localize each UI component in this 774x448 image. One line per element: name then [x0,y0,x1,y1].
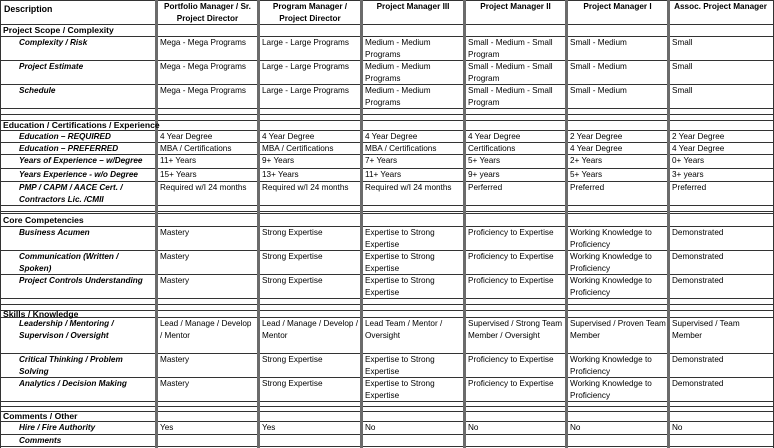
row-value: 0+ Years [672,156,705,165]
row-value: 9+ Years [262,156,295,165]
row-value [262,435,359,446]
header-role: Assoc. Project Manager [674,2,767,11]
row-value: 11+ Years [365,170,402,179]
row-label: Project Controls Understanding [19,276,143,285]
row-value: 5+ Years [570,170,603,179]
row-divider [0,205,774,206]
row-divider [0,304,774,305]
row-value: Large - Large Programs [262,62,349,71]
row-value [365,435,462,446]
row-value: 9+ years [468,170,500,179]
row-value: Lead Team / Mentor / Oversight [365,319,443,340]
row-value: 2 Year Degree [570,132,623,141]
row-value: Small - Medium - Small Program [468,38,553,59]
row-value: Mega - Mega Programs [160,86,247,95]
header-role: Project Manager II [480,2,551,11]
section-title: Education / Certifications / Experience [3,120,160,130]
row-value: Expertise to Strong Expertise [365,355,435,376]
row-value: Expertise to Strong Expertise [365,276,435,297]
row-value: Working Knowledge to Proficiency [570,355,652,376]
row-value: MBA / Certifications [262,144,334,153]
row-label: Communication (Written / Spoken) [19,252,119,273]
row-value: 15+ Years [160,170,197,179]
row-value: Working Knowledge to Proficiency [570,252,652,273]
row-value: Demonstrated [672,379,724,388]
row-value: Preferred [672,183,707,192]
row-value: Strong Expertise [262,379,323,388]
row-divider [0,211,774,212]
row-value: 4 Year Degree [672,144,725,153]
row-value: 5+ Years [468,156,501,165]
row-value: No [365,423,376,432]
row-value: Supervised / Proven Team Member [570,319,666,340]
row-label: Years of Experience – w/Degree [19,156,143,165]
row-value: Supervised / Strong Team Member / Oversight [468,319,563,340]
row-label: Analytics / Decision Making [19,379,127,388]
row-value: Mastery [160,228,190,237]
row-value: Mastery [160,276,190,285]
row-value: Supervised / Team Member [672,319,740,340]
row-label: Hire / Fire Authority [19,423,96,432]
row-value: Small - Medium - Small Program [468,62,553,83]
row-value: 2 Year Degree [672,132,725,141]
column-divider [0,0,1,448]
header-role: Program Manager / Project Director [272,2,348,23]
row-value: Mastery [160,379,190,388]
row-value: 4 Year Degree [468,132,521,141]
row-label: Years Experience - w/o Degree [19,170,138,179]
row-value: Mastery [160,252,190,261]
row-value: No [468,423,479,432]
row-label: Leadership / Mentoring / Supervison / Oversight [19,319,114,340]
row-value: Strong Expertise [262,355,323,364]
header-role: Project Manager III [376,2,450,11]
row-value: Perferred [468,183,503,192]
section-title: Comments / Other [3,411,78,421]
row-value: Proficiency to Expertise [468,355,554,364]
row-divider [0,406,774,407]
row-value: Demonstrated [672,276,724,285]
row-value: Required w/I 24 months [365,183,452,192]
row-value [468,435,564,446]
row-value: Small [672,62,693,71]
row-label: Business Acumen [19,228,90,237]
row-value: Working Knowledge to Proficiency [570,379,652,400]
row-value: Required w/I 24 months [160,183,247,192]
section-title: Project Scope / Complexity [3,25,114,35]
row-value: No [570,423,581,432]
row-value: 3+ years [672,170,704,179]
row-value: Strong Expertise [262,276,323,285]
section-title: Skills / Knowledge [3,308,79,319]
row-divider [0,108,774,109]
row-label: Critical Thinking / Problem Solving [19,355,123,376]
row-value: Expertise to Strong Expertise [365,252,435,273]
row-label: Education – REQUIRED [19,132,111,141]
row-value: Required w/I 24 months [262,183,349,192]
row-value: Small - Medium [570,38,627,47]
row-value: Yes [262,423,276,432]
row-label: PMP / CAPM / AACE Cert. / Contractors Lic. /CMII [19,183,123,204]
row-value: Expertise to Strong Expertise [365,228,435,249]
section-title: Core Competencies [3,214,84,225]
row-value: 7+ Years [365,156,398,165]
row-value: Medium - Medium Programs [365,62,431,83]
column-divider [463,0,466,448]
row-value: Demonstrated [672,355,724,364]
row-value: Strong Expertise [262,228,323,237]
column-divider [565,0,568,448]
row-label: Complexity / Risk [19,38,88,47]
row-value: Working Knowledge to Proficiency [570,228,652,249]
row-value: Small [672,86,693,95]
row-value: Mega - Mega Programs [160,38,247,47]
row-value: Demonstrated [672,228,724,237]
row-value [160,435,256,446]
row-value: Strong Expertise [262,252,323,261]
row-value: Working Knowledge to Proficiency [570,276,652,297]
row-value: Lead / Manage / Develop / Mentor [262,319,359,340]
row-label: Comments [19,436,62,445]
row-value: Proficiency to Expertise [468,228,554,237]
row-value: 4 Year Degree [262,132,315,141]
row-divider [0,114,774,115]
row-divider [0,401,774,402]
row-value: Preferred [570,183,605,192]
row-value: 2+ Years [570,156,603,165]
header-role: Project Manager I [583,2,652,11]
row-value: Small - Medium - Small Program [468,86,553,107]
column-divider [667,0,670,448]
row-value: No [672,423,683,432]
row-value: 11+ Years [160,156,197,165]
row-value: Demonstrated [672,252,724,261]
row-value: MBA / Certifications [365,144,437,153]
header-role: Portfolio Manager / Sr. Project Director [164,2,251,23]
row-value: Small [672,38,693,47]
row-value: 4 Year Degree [570,144,623,153]
row-value: Proficiency to Expertise [468,379,554,388]
row-value: Large - Large Programs [262,38,349,47]
row-value: Proficiency to Expertise [468,276,554,285]
row-value: Certifications [468,144,516,153]
row-label: Project Estimate [19,62,84,71]
row-value: 4 Year Degree [365,132,418,141]
column-divider [360,0,363,448]
row-value: Lead / Manage / Develop / Mentor [160,319,252,340]
row-value: Large - Large Programs [262,86,349,95]
row-value: 4 Year Degree [160,132,213,141]
row-value: Proficiency to Expertise [468,252,554,261]
row-value: Mega - Mega Programs [160,62,247,71]
row-value: Medium - Medium Programs [365,86,431,107]
row-value: MBA / Certifications [160,144,232,153]
row-value [672,435,770,446]
row-value: Small - Medium [570,86,627,95]
row-divider [0,298,774,299]
row-value: Yes [160,423,174,432]
row-value [570,435,666,446]
row-label: Education – PREFERRED [19,144,119,153]
header-description: Description [4,4,53,14]
row-value: Mastery [160,355,190,364]
row-value: Small - Medium [570,62,627,71]
row-value: Medium - Medium Programs [365,38,431,59]
row-divider [0,446,774,447]
row-value: 13+ Years [262,170,299,179]
row-value: Expertise to Strong Expertise [365,379,435,400]
row-label: Schedule [19,86,56,95]
